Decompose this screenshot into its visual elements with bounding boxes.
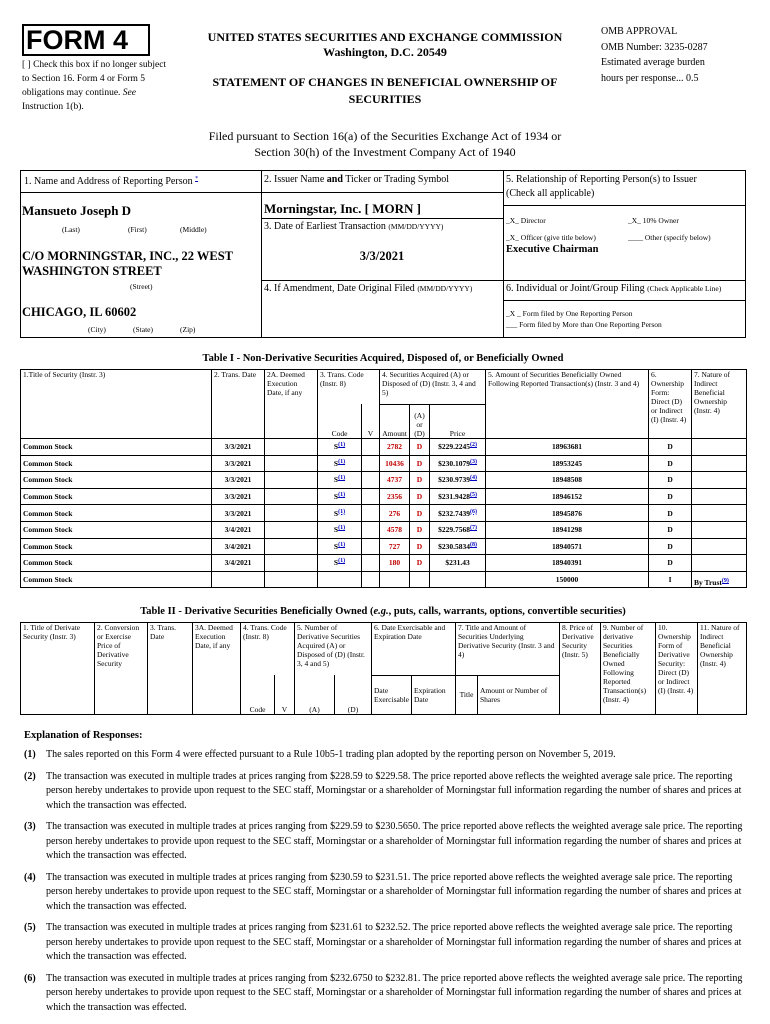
t1-cell-form: D xyxy=(649,488,692,505)
t1-cell-amount: 276 xyxy=(380,505,410,522)
t1-cell-amount xyxy=(380,571,410,588)
t1-cell-amount: 4737 xyxy=(380,472,410,489)
t1-cell-date: 3/4/2021 xyxy=(212,555,265,572)
t1-cell-amount: 4578 xyxy=(380,521,410,538)
t1-cell-v xyxy=(362,488,380,505)
t1-cell-owned: 18948508 xyxy=(486,472,649,489)
t1-cell-price: $230.5834$^{(8)}$ xyxy=(430,538,486,555)
t1-cell-price: $229.2245$^{(2)}$ xyxy=(430,439,486,456)
t1-cell-amount: 2782 xyxy=(380,439,410,456)
t2-h-derivatives-owned: 9. Number of derivative Securities Beneficially Owned Following Reported Transaction(s) (Instr. 4) xyxy=(601,623,656,715)
checkbox-text: [ ] Check this box if no longer subject to Section 16. Form 4 or Form 5 obligations may continue. xyxy=(22,60,167,98)
t1-cell-ad: D xyxy=(410,488,430,505)
reporting-person-street: C/O MORNINGSTAR, INC., 22 WEST WASHINGTON STREET xyxy=(22,249,233,278)
t1-cell-date: 3/3/2021 xyxy=(212,439,265,456)
t1-cell-deemed xyxy=(265,455,318,472)
table-row xyxy=(21,472,747,489)
t2-h-nature: 11. Nature of Indirect Beneficial Ownership (Instr. 4) xyxy=(698,623,747,715)
t1-cell-v xyxy=(362,521,380,538)
t1-cell-nature xyxy=(692,521,747,538)
footnote-link[interactable]: (3) xyxy=(469,458,477,465)
omb-line: OMB Number: 3235-0287 xyxy=(601,41,708,53)
explanation-note xyxy=(24,748,746,763)
t1-cell-code: $S^{(1)}$ xyxy=(318,555,362,572)
footnote-link[interactable]: (1) xyxy=(338,525,346,532)
footnote-link[interactable]: (6) xyxy=(469,508,477,515)
officer-option[interactable]: _X_ Officer (give title below) xyxy=(506,233,596,242)
t2-h-ownership-form: 10. Ownership Form of Derivative Security: Direct (D) or Indirect (I) (Instr. 4) xyxy=(656,623,698,715)
note-number: (4) xyxy=(24,871,36,883)
note-text: The transaction was executed in multiple trades at prices ranging from $232.6750 to $232.81. The price reported above reflects the weighted average sale price. The reporting person hereby undertakes to provide upon request to the SEC staff, Morningstar or a shareholder of Morningstar full information regarding the number of shares and prices at which the transaction was effected. xyxy=(46,972,743,1013)
earliest-transaction-date: 3/3/2021 xyxy=(359,249,405,263)
t1-cell-amount: 727 xyxy=(380,538,410,555)
t1-cell-ad: D xyxy=(410,538,430,555)
t1-cell-ad: D xyxy=(410,472,430,489)
middle-label: (Middle) xyxy=(180,225,207,234)
first-label: (First) xyxy=(128,225,147,234)
t1-cell-date: 3/3/2021 xyxy=(212,505,265,522)
box4-label: 4. If Amendment, Date Original Filed (MM/DD/YYYY) xyxy=(264,283,473,294)
footnote-link[interactable]: (7) xyxy=(469,525,477,532)
t1-cell-deemed xyxy=(265,521,318,538)
t1-cell-code: $S^{(1)}$ xyxy=(318,505,362,522)
t1-cell-deemed xyxy=(265,439,318,456)
t2-sub-expiration: Expiration Date xyxy=(412,675,456,714)
table-row xyxy=(21,538,747,555)
t2-h-price: 8. Price of Derivative Security (Instr. 5) xyxy=(560,623,601,715)
note-number: (6) xyxy=(24,972,36,984)
t2-h-deemed: 3A. Deemed Execution Date, if any xyxy=(193,623,241,715)
t1-cell-code xyxy=(318,571,362,588)
explanation-note xyxy=(24,921,746,965)
t1-cell-title: Common Stock xyxy=(21,455,212,472)
footnote-link[interactable]: (8) xyxy=(469,541,477,548)
form-title-box xyxy=(22,24,150,56)
t2-sub-title: Title xyxy=(456,675,478,714)
reporting-person-name: Mansueto Joseph D xyxy=(22,203,132,218)
t2-h-date: 3. Trans. Date xyxy=(148,623,193,715)
t1-cell-deemed xyxy=(265,538,318,555)
t1-cell-code: $S^{(1)}$ xyxy=(318,439,362,456)
t1-cell-v xyxy=(362,505,380,522)
explanation-note xyxy=(24,871,746,915)
explanation-notes xyxy=(24,748,746,1022)
footnote-link[interactable]: (1) xyxy=(338,442,346,449)
box3-label: 3. Date of Earliest Transaction (MM/DD/YYYY) xyxy=(264,221,444,232)
t1-h-title: 1.Title of Security (Instr. 3) xyxy=(21,370,212,439)
t1-cell-owned: 18941298 xyxy=(486,521,649,538)
table-row xyxy=(21,439,747,456)
t1-cell-price: $231.43 xyxy=(430,555,486,572)
t1-cell-title: Common Stock xyxy=(21,439,212,456)
agency-location: Washington, D.C. 20549 xyxy=(323,45,447,59)
note-text: The transaction was executed in multiple trades at prices ranging from $231.61 to $232.52. The price reported above reflects the weighted average sale price. The reporting person hereby undertakes to provide upon request to the SEC staff, Morningstar or a shareholder of Morningstar full information regarding the number of shares and prices at which the transaction was effected. xyxy=(46,922,742,962)
footnote-link[interactable]: (1) xyxy=(338,541,346,548)
t1-cell-code: $S^{(1)}$ xyxy=(318,488,362,505)
t1-cell-form: D xyxy=(649,538,692,555)
table1-title: Table I - Non-Derivative Securities Acquired, Disposed of, or Beneficially Owned xyxy=(202,353,564,364)
footnote-link[interactable]: (1) xyxy=(338,492,346,499)
box6-label: 6. Individual or Joint/Group Filing (Check Applicable Line) xyxy=(506,283,722,294)
t1-cell-form: D xyxy=(649,439,692,456)
note-text: The sales reported on this Form 4 were effected pursuant to a Rule 10b5-1 trading plan adopted by the reporting person on November 5, 2019. xyxy=(46,749,616,760)
note-text: The transaction was executed in multiple trades at prices ranging from $228.59 to $229.58. The price reported above reflects the weighted average sale price. The reporting person hereby undertakes to provide upon request to the SEC staff, Morningstar or a shareholder of Morningstar full information regarding the number of shares and prices at which the transaction was effected. xyxy=(46,770,742,811)
t1-sub-amount: Amount xyxy=(380,404,410,439)
t1-h-nature: 7. Nature of Indirect Beneficial Ownership (Instr. 4) xyxy=(692,370,747,439)
table-row xyxy=(21,488,747,505)
box5-label: 5. Relationship of Reporting Person(s) to Issuer (Check all applicable) xyxy=(506,174,697,199)
t1-cell-owned: 18940391 xyxy=(486,555,649,572)
omb-approval xyxy=(601,24,761,86)
t1-cell-title: Common Stock xyxy=(21,538,212,555)
t1-cell-owned: 18953245 xyxy=(486,455,649,472)
table2 xyxy=(20,622,746,715)
t1-cell-ad: D xyxy=(410,521,430,538)
t1-cell-nature xyxy=(692,488,747,505)
t1-cell-price: $230.1079$^{(3)}$ xyxy=(430,455,486,472)
t2-h-number: 5. Number of Derivative Securities Acquired (A) or Disposed of (D) (Instr. 3, 4 and 5) xyxy=(295,623,372,676)
filing-option-more[interactable]: ___ Form filed by More than One Reporting Person xyxy=(506,320,662,329)
t1-cell-ad: D xyxy=(410,439,430,456)
t2-sub-exercisable: Date Exercisable xyxy=(372,675,412,714)
t1-cell-nature xyxy=(692,455,747,472)
footnote-link[interactable]: (2) xyxy=(469,442,477,449)
t1-cell-nature xyxy=(692,555,747,572)
t1-cell-price: $231.9428$^{(5)}$ xyxy=(430,488,486,505)
explanation-note xyxy=(24,972,746,1016)
t2-h-exercisable: 6. Date Exercisable and Expiration Date xyxy=(372,623,456,676)
t1-cell-title: Common Stock xyxy=(21,571,212,588)
explanation-note xyxy=(24,820,746,864)
omb-line: hours per response... 0.5 xyxy=(601,72,699,84)
t2-sub-amount: Amount or Number of Shares xyxy=(478,675,560,714)
t1-cell-title: Common Stock xyxy=(21,521,212,538)
footnote-link[interactable]: (1) xyxy=(338,558,346,565)
omb-line: Estimated average burden xyxy=(601,57,705,68)
last-label: (Last) xyxy=(62,225,80,234)
no-longer-subject-checkbox[interactable] xyxy=(22,58,172,114)
t1-h-owned: 5. Amount of Securities Beneficially Owned Following Reported Transaction(s) (Instr. 3 and 4) xyxy=(486,370,649,439)
t1-cell-ad xyxy=(410,571,430,588)
t1-cell-ad: D xyxy=(410,505,430,522)
t1-cell-date xyxy=(212,571,265,588)
t1-cell-price: $232.7439$^{(6)}$ xyxy=(430,505,486,522)
t1-cell-code: $S^{(1)}$ xyxy=(318,455,362,472)
reporting-person-city: CHICAGO, IL 60602 xyxy=(22,305,137,319)
t1-cell-form: I xyxy=(649,571,692,588)
t2-sub-a: (A) xyxy=(295,675,335,714)
instruction-ref: Instruction 1(b). xyxy=(22,102,84,112)
t1-cell-nature xyxy=(692,472,747,489)
t1-cell-owned: 18963681 xyxy=(486,439,649,456)
t1-cell-deemed xyxy=(265,472,318,489)
footnote-link[interactable]: (1) xyxy=(338,475,346,482)
street-label: (Street) xyxy=(130,282,153,291)
table-row xyxy=(21,505,747,522)
t1-cell-deemed xyxy=(265,555,318,572)
other-option[interactable]: ____ Other (specify below) xyxy=(628,233,711,242)
t1-cell-deemed xyxy=(265,488,318,505)
t1-cell-date: 3/3/2021 xyxy=(212,455,265,472)
t1-cell-form: D xyxy=(649,521,692,538)
footnote-link[interactable]: (4) xyxy=(469,475,477,482)
t1-h-deemed: 2A. Deemed Execution Date, if any xyxy=(265,370,318,439)
see-word: See xyxy=(122,88,136,98)
t1-cell-amount: 2356 xyxy=(380,488,410,505)
t1-cell-code: $S^{(1)}$ xyxy=(318,538,362,555)
t1-cell-form: D xyxy=(649,455,692,472)
t1-cell-ad: D xyxy=(410,555,430,572)
t2-sub-code: Code xyxy=(241,675,275,714)
t1-h-date: 2. Trans. Date xyxy=(212,370,265,439)
filed-pursuant: Filed pursuant to Section 16(a) of the Securities Exchange Act of 1934 or xyxy=(208,129,562,143)
t1-cell-nature xyxy=(692,439,747,456)
t1-cell-v xyxy=(362,472,380,489)
note-text: The transaction was executed in multiple trades at prices ranging from $229.59 to $230.5650. The price reported above reflects the weighted average sale price. The reporting person hereby undertakes to provide upon request to the SEC staff, Morningstar or a shareholder of Morningstar full information regarding the number of shares and prices at which the transaction was effected. xyxy=(46,821,743,861)
t1-sub-code: Code xyxy=(318,404,362,439)
t1-cell-nature: By Trust$^{(9)}$ xyxy=(692,571,747,588)
filed-pursuant-2: Section 30(h) of the Investment Company Act of 1940 xyxy=(254,145,516,159)
t2-h-conversion: 2. Conversion or Exercise Price of Derivative Security xyxy=(95,623,148,715)
officer-title: Executive Chairman xyxy=(506,244,599,255)
t1-h-acquired: 4. Securities Acquired (A) or Disposed of (D) (Instr. 3, 4 and 5) xyxy=(380,370,486,405)
t1-cell-form: D xyxy=(649,505,692,522)
t1-cell-amount: 10436 xyxy=(380,455,410,472)
t1-cell-title: Common Stock xyxy=(21,472,212,489)
t1-cell-form: D xyxy=(649,472,692,489)
t1-sub-ad: (A) or (D) xyxy=(410,404,430,439)
t1-cell-title: Common Stock xyxy=(21,555,212,572)
note-text: The transaction was executed in multiple trades at prices ranging from $230.59 to $231.51. The price reported above reflects the weighted average sale price. The reporting person hereby undertakes to provide upon request to the SEC staff, Morningstar or a shareholder of Morningstar full information regarding the number of shares and prices at which the transaction was effected. xyxy=(46,871,742,912)
note-number: (1) xyxy=(24,749,36,760)
omb-line: OMB APPROVAL xyxy=(601,26,678,37)
table-row xyxy=(21,521,747,538)
table1 xyxy=(20,369,746,588)
t1-cell-price: $230.9739$^{(4)}$ xyxy=(430,472,486,489)
table-row xyxy=(21,455,747,472)
table-row xyxy=(21,571,747,588)
t2-h-underlying: 7. Title and Amount of Securities Underlying Derivative Security (Instr. 3 and 4) xyxy=(456,623,560,676)
footnote-link[interactable]: (1) xyxy=(338,508,346,515)
note-number: (2) xyxy=(24,770,36,782)
t1-cell-nature xyxy=(692,538,747,555)
t1-cell-v xyxy=(362,455,380,472)
t1-cell-nature xyxy=(692,505,747,522)
t1-cell-date: 3/4/2021 xyxy=(212,521,265,538)
t1-cell-form: D xyxy=(649,555,692,572)
note-number: (5) xyxy=(24,922,36,933)
note-number: (3) xyxy=(24,821,36,832)
t1-cell-v xyxy=(362,571,380,588)
t1-cell-owned: 18940571 xyxy=(486,538,649,555)
t1-cell-date: 3/3/2021 xyxy=(212,488,265,505)
t2-sub-v: V xyxy=(275,675,295,714)
t1-cell-v xyxy=(362,555,380,572)
footnote-link[interactable]: (9) xyxy=(721,578,729,585)
t1-cell-date: 3/3/2021 xyxy=(212,472,265,489)
t1-h-form: 6. Ownership Form: Direct (D) or Indirect (I) (Instr. 4) xyxy=(649,370,692,439)
t1-cell-price xyxy=(430,571,486,588)
t2-h-code: 4. Trans. Code (Instr. 8) xyxy=(241,623,295,676)
table-row xyxy=(21,555,747,572)
explanation-heading: Explanation of Responses: xyxy=(24,730,143,741)
t1-cell-price: $229.7568$^{(7)}$ xyxy=(430,521,486,538)
director-option[interactable]: _X_ Director xyxy=(506,216,546,225)
t1-cell-v xyxy=(362,538,380,555)
t1-cell-code: $S^{(1)}$ xyxy=(318,521,362,538)
issuer-name: Morningstar, Inc. [ MORN ] xyxy=(264,201,421,216)
t1-cell-ad: D xyxy=(410,455,430,472)
t1-cell-code: $S^{(1)}$ xyxy=(318,472,362,489)
t1-cell-title: Common Stock xyxy=(21,505,212,522)
t1-h-code: 3. Trans. Code (Instr. 8) xyxy=(318,370,380,405)
filing-option-one[interactable]: _X _ Form filed by One Reporting Person xyxy=(506,309,633,318)
footnote-link[interactable]: (5) xyxy=(469,492,477,499)
state-label: (State) xyxy=(133,325,153,334)
t1-cell-owned: 150000 xyxy=(486,571,649,588)
form-title: FORM 4 xyxy=(26,25,129,55)
t2-h-title: 1. Title of Derivate Security (Instr. 3) xyxy=(21,623,95,715)
explanation-note xyxy=(24,770,746,814)
t1-cell-amount: 180 xyxy=(380,555,410,572)
t1-sub-v: V xyxy=(362,404,380,439)
t1-cell-owned: 18945876 xyxy=(486,505,649,522)
t1-sub-price: Price xyxy=(430,404,486,439)
t2-sub-d: (D) xyxy=(335,675,372,714)
footnote-link[interactable]: (1) xyxy=(338,458,346,465)
ten-percent-owner-option[interactable]: _X_ 10% Owner xyxy=(628,216,679,225)
t1-cell-v xyxy=(362,439,380,456)
statement-title: STATEMENT OF CHANGES IN BENEFICIAL OWNERSHIP OF SECURITIES xyxy=(212,75,558,106)
t1-cell-date: 3/4/2021 xyxy=(212,538,265,555)
table2-title: Table II - Derivative Securities Beneficially Owned (e.g., puts, calls, warrants, options, convertible securities) xyxy=(140,606,626,617)
agency-name: UNITED STATES SECURITIES AND EXCHANGE COMMISSION xyxy=(207,30,563,44)
zip-label: (Zip) xyxy=(180,325,196,334)
t1-cell-owned: 18946152 xyxy=(486,488,649,505)
t1-cell-deemed xyxy=(265,571,318,588)
city-label: (City) xyxy=(88,325,106,334)
footnote-marker[interactable]: * xyxy=(195,176,199,182)
box1-label: 1. Name and Address of Reporting Person * xyxy=(24,176,199,187)
box2-label: 2. Issuer Name and Ticker or Trading Symbol xyxy=(264,174,450,185)
t1-cell-title: Common Stock xyxy=(21,488,212,505)
t1-cell-deemed xyxy=(265,505,318,522)
